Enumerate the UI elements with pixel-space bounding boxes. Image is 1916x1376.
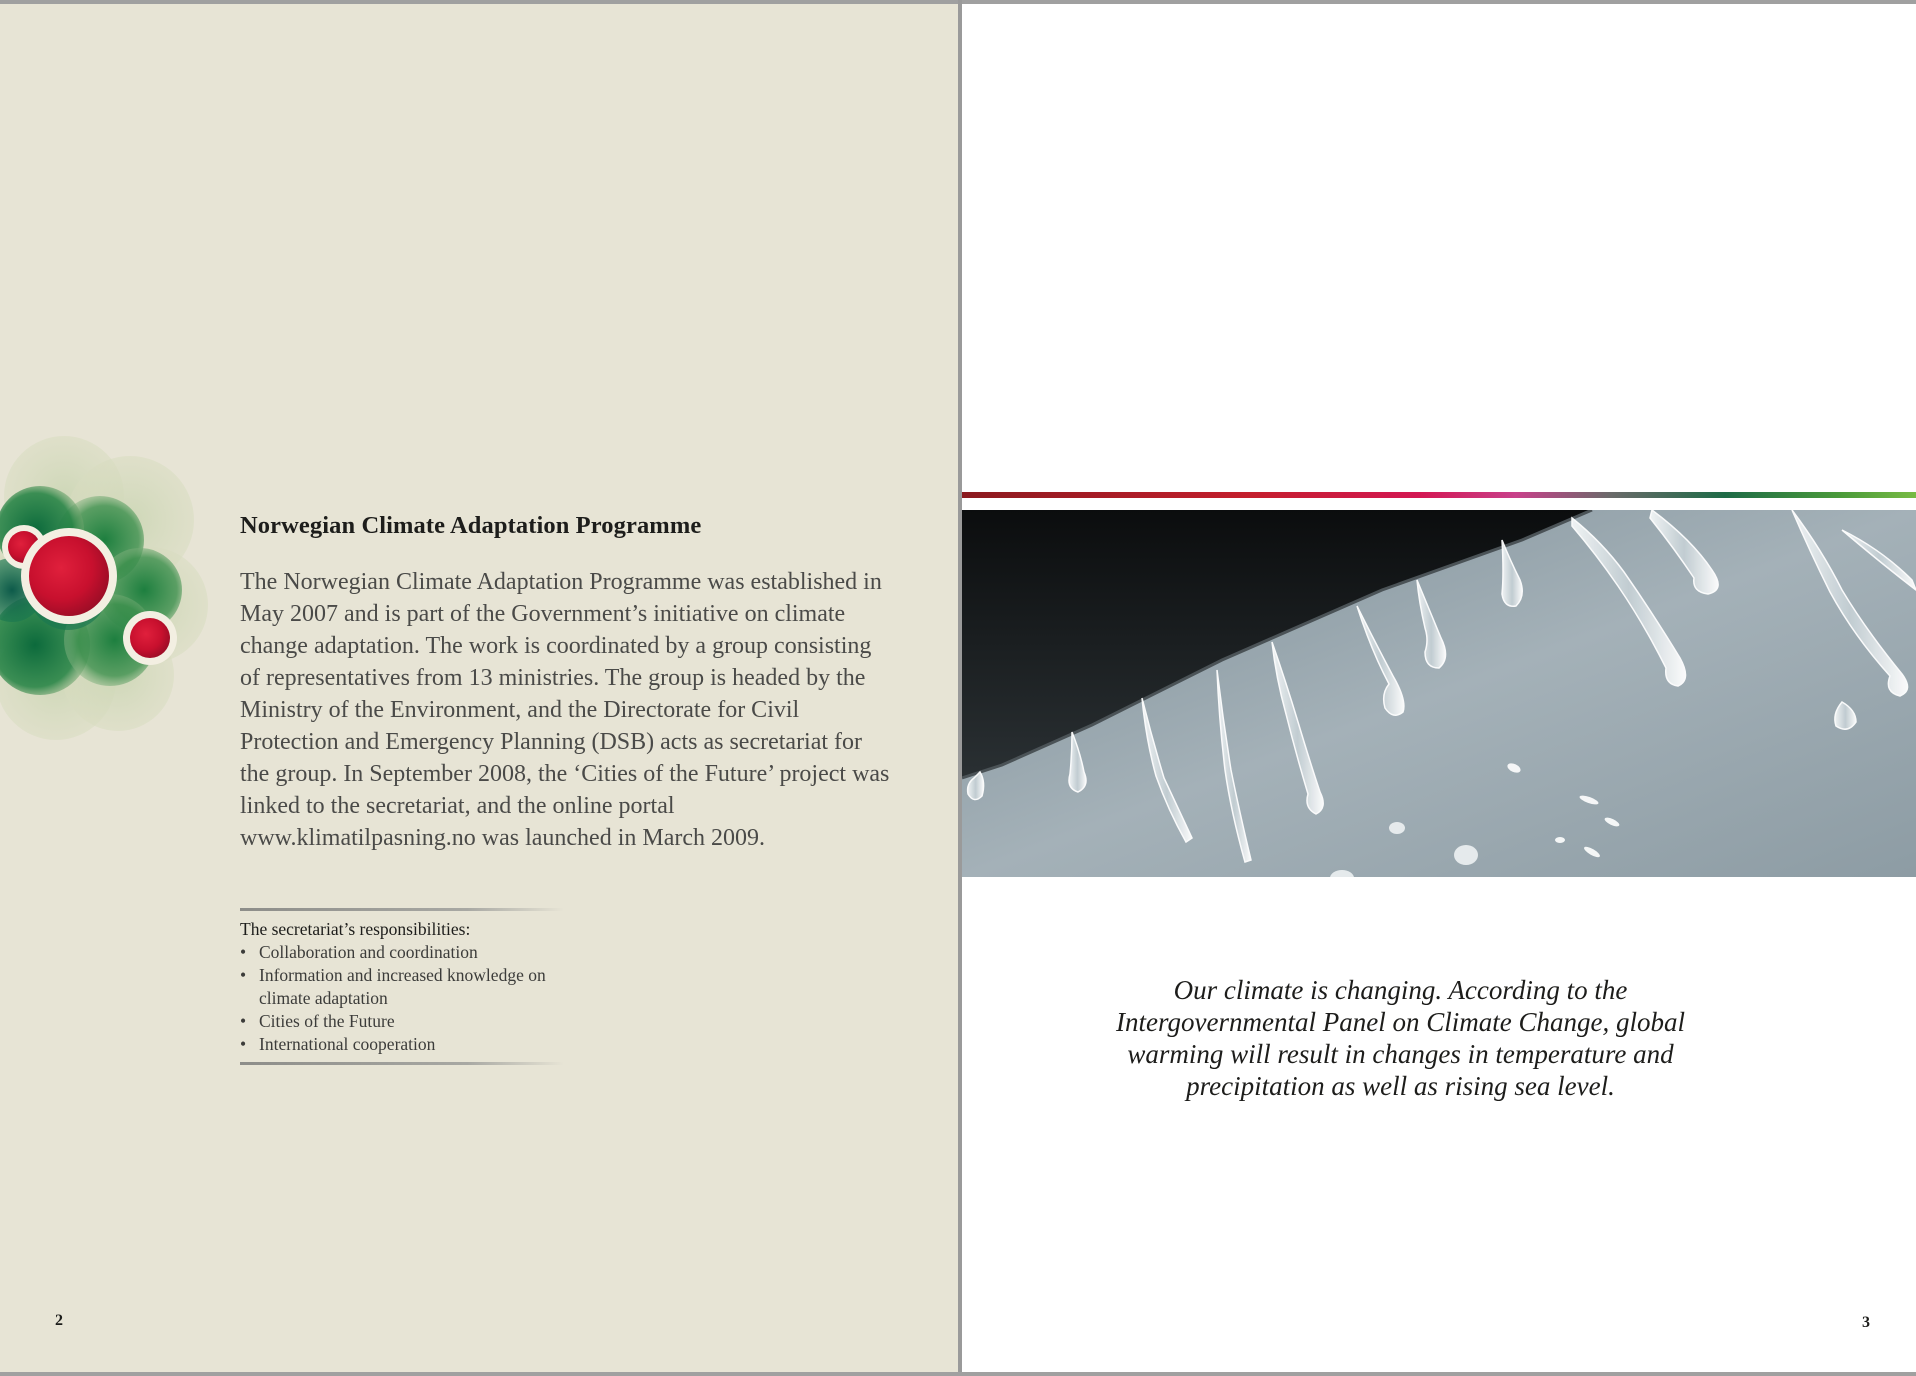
list-item: • Collaboration and coordination <box>240 941 564 964</box>
flower-logo-icon <box>0 420 210 742</box>
section-heading: Norwegian Climate Adaptation Programme <box>240 512 702 539</box>
body-paragraph: The Norwegian Climate Adaptation Programme was established in May 2007 and is part of the Government’s initiative on climate change adaptation. The work is coordinated by a group consisting of representatives from 13 ministries. The group is headed by the Ministry of the Environment, and the Directorate for Civil Protection and Emergency Planning (DSB) acts as secretariat for the group. In September 2008, the ‘Cities of the Future’ project was linked to the secretariat, and the online portal www.klimatilpasning.no was launched in March 2009. <box>240 569 890 851</box>
top-rule <box>240 908 564 911</box>
left-page <box>0 4 958 1372</box>
responsibilities-list <box>240 941 564 1056</box>
page-number-left: 2 <box>55 1312 63 1329</box>
responsibilities-title: The secretariat’s responsibilities: <box>240 919 471 939</box>
bottom-rule <box>240 1062 564 1065</box>
gradient-color-bar <box>962 492 1916 498</box>
list-item: • Information and increased knowledge on climate adaptation <box>240 964 564 1010</box>
page-number-right: 3 <box>1862 1314 1870 1331</box>
bottom-border <box>0 1372 1916 1376</box>
water-drops-photo <box>962 510 1916 877</box>
right-page <box>962 4 1916 1372</box>
list-item: • Cities of the Future <box>240 1010 564 1033</box>
pull-quote: Our climate is changing. According to the Intergovernmental Panel on Climate Change, global warming will result in changes in temperature and precipitation as well as rising sea level. <box>1116 975 1685 1101</box>
list-item: • International cooperation <box>240 1033 564 1056</box>
responsibilities-box <box>240 908 564 1065</box>
